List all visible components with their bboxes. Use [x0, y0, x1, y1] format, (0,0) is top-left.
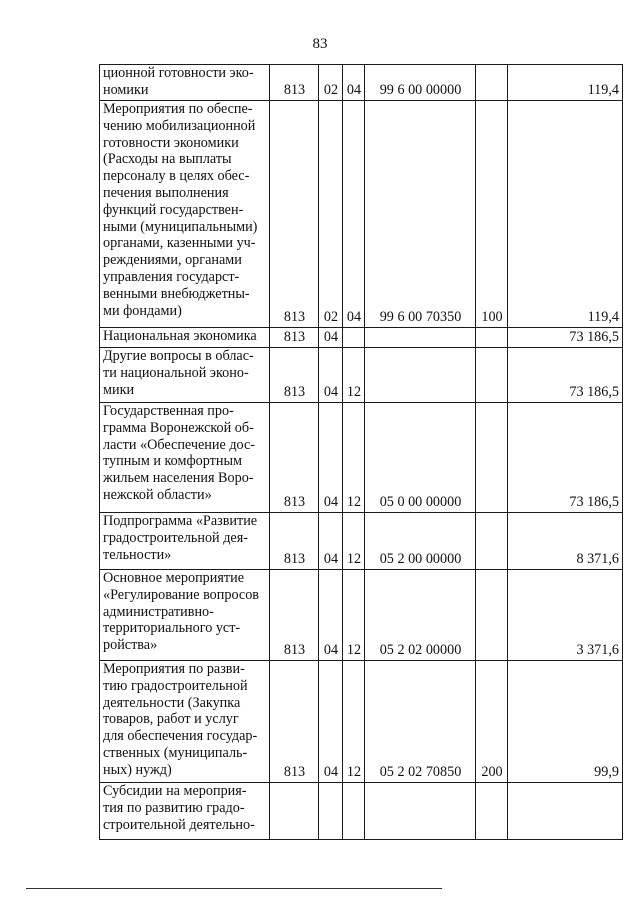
page-number: 83: [312, 36, 328, 52]
subsection-code: 12: [343, 661, 365, 783]
subsection-code: 12: [343, 348, 365, 403]
row-name: Подпрограмма «Развитие градостроительной дея- тельности»: [100, 513, 270, 570]
amount: 119,4: [508, 65, 623, 101]
target-article-code: 99 6 00 00000: [365, 65, 476, 101]
subsection-code: [343, 783, 365, 840]
amount: 99,9: [508, 661, 623, 783]
table-row: [100, 403, 623, 513]
subsection-code: 04: [343, 65, 365, 101]
amount: 73 186,5: [508, 328, 623, 348]
table-row: [100, 783, 623, 840]
subsection-code: 12: [343, 570, 365, 661]
row-name: Субсидии на мероприя- тия по развитию градо- строительной деятельно-: [100, 783, 270, 840]
subsection-code: [343, 328, 365, 348]
row-name: Другие вопросы в облас- ти национальной эконо- мики: [100, 348, 270, 403]
section-code: 04: [319, 328, 343, 348]
row-name: ционной готовности эко- номики: [100, 65, 270, 101]
row-name: Мероприятия по обеспе- чению мобилизационной готовности экономики (Расходы на выплаты персоналу в целях обес- печения выполнения функций государствен- ными (муниципальными) органами, казенными уч- реждениями, органами управления государст- венными внебюджетны- ми фондами): [100, 101, 270, 328]
budget-table: [99, 64, 623, 840]
table-row: [100, 65, 623, 101]
subsection-code: 12: [343, 513, 365, 570]
footer-divider: [26, 888, 442, 889]
section-code: [319, 783, 343, 840]
target-article-code: 05 0 00 00000: [365, 403, 476, 513]
expense-type-code: [476, 783, 508, 840]
section-code: 04: [319, 348, 343, 403]
admin-code: 813: [270, 403, 319, 513]
table-row: [100, 570, 623, 661]
amount: 3 371,6: [508, 570, 623, 661]
admin-code: 813: [270, 65, 319, 101]
row-name: Мероприятия по разви- тию градостроительной деятельности (Закупка товаров, работ и услуг для обеспечения государ- ственных (муниципаль- ных) нужд): [100, 661, 270, 783]
expense-type-code: [476, 328, 508, 348]
admin-code: 813: [270, 101, 319, 328]
expense-type-code: 100: [476, 101, 508, 328]
admin-code: 813: [270, 661, 319, 783]
target-article-code: 05 2 00 00000: [365, 513, 476, 570]
expense-type-code: [476, 513, 508, 570]
section-code: 04: [319, 570, 343, 661]
table-row: [100, 328, 623, 348]
target-article-code: 05 2 02 70850: [365, 661, 476, 783]
row-name: Государственная про- грамма Воронежской об- ласти «Обеспечение дос- тупным и комфортным жильем населения Воро- нежской области»: [100, 403, 270, 513]
target-article-code: 99 6 00 70350: [365, 101, 476, 328]
admin-code: 813: [270, 570, 319, 661]
target-article-code: 05 2 02 00000: [365, 570, 476, 661]
table-row: [100, 101, 623, 328]
section-code: 02: [319, 65, 343, 101]
section-code: 02: [319, 101, 343, 328]
target-article-code: [365, 348, 476, 403]
amount: 8 371,6: [508, 513, 623, 570]
target-article-code: [365, 783, 476, 840]
admin-code: 813: [270, 328, 319, 348]
expense-type-code: [476, 65, 508, 101]
subsection-code: 12: [343, 403, 365, 513]
row-name: Национальная экономика: [100, 328, 270, 348]
expense-type-code: 200: [476, 661, 508, 783]
amount: [508, 783, 623, 840]
section-code: 04: [319, 661, 343, 783]
table-row: [100, 348, 623, 403]
section-code: 04: [319, 513, 343, 570]
expense-type-code: [476, 570, 508, 661]
target-article-code: [365, 328, 476, 348]
subsection-code: 04: [343, 101, 365, 328]
amount: 119,4: [508, 101, 623, 328]
amount: 73 186,5: [508, 348, 623, 403]
table-row: [100, 661, 623, 783]
table-row: [100, 513, 623, 570]
admin-code: 813: [270, 513, 319, 570]
section-code: 04: [319, 403, 343, 513]
expense-type-code: [476, 403, 508, 513]
row-name: Основное мероприятие «Регулирование вопросов административно- территориального уст- ройства»: [100, 570, 270, 661]
admin-code: 813: [270, 348, 319, 403]
amount: 73 186,5: [508, 403, 623, 513]
expense-type-code: [476, 348, 508, 403]
admin-code: [270, 783, 319, 840]
